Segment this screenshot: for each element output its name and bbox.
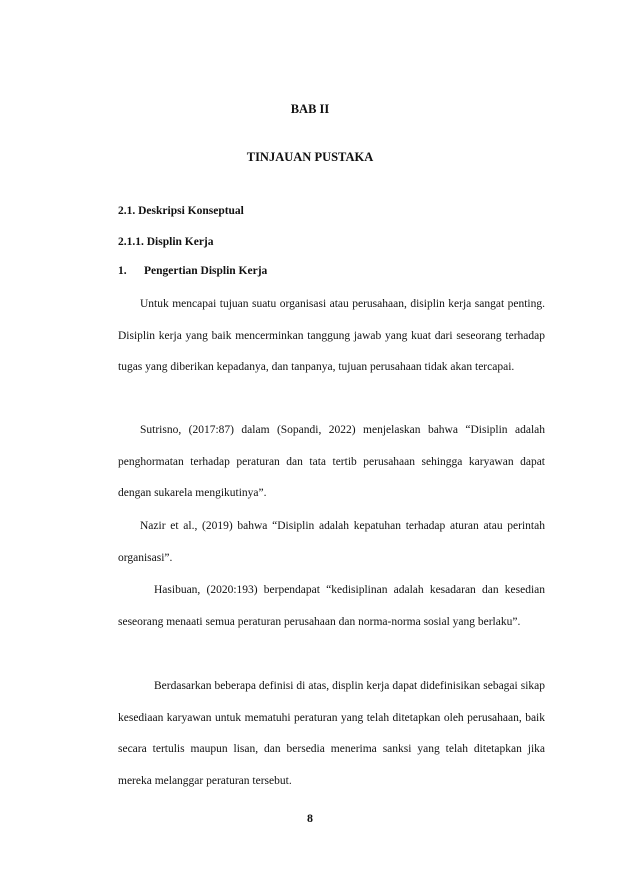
paragraph: Untuk mencapai tujuan suatu organisasi atau perusahaan, disiplin kerja sangat penting. Disiplin kerja yang baik mencerminkan tanggung jawab yang kuat dari seseorang terhadap tugas yang diberikan kepadanya, dan tanpanya, tujuan perusahaan tidak akan tercapai. [118,298,545,373]
section-heading: 2.1. Deskripsi Konseptual [118,205,244,217]
paragraph: Sutrisno, (2017:87) dalam (Sopandi, 2022) menjelaskan bahwa “Disiplin adalah penghormatan terhadap peraturan dan tata tertib perusahaan sehingga karyawan dapat dengan sukarela mengikutinya”. [118,424,545,499]
chapter-title: TINJAUAN PUSTAKA [246,150,374,164]
subsection-heading: 2.1.1. Displin Kerja [118,236,214,248]
paragraph: Nazir et al., (2019) bahwa “Disiplin adalah kepatuhan terhadap aturan atau perintah organisasi”. [118,520,545,564]
item-heading [118,265,267,277]
page-number: 8 [307,811,313,825]
paragraph: Berdasarkan beberapa definisi di atas, displin kerja dapat didefinisikan sebagai sikap kesediaan karyawan untuk mematuhi peraturan yang telah ditetapkan oleh perusahaan, baik secara tertulis maupun lisan, dan bersedia menerima sanksi yang telah ditetapkan jika mereka melanggar peraturan tersebut. [118,680,545,787]
item-number: 1. [118,265,127,277]
paragraph: Hasibuan, (2020:193) berpendapat “kedisiplinan adalah kesadaran dan kesedian seseorang menaati semua peraturan perusahaan dan norma-norma sosial yang berlaku”. [118,584,545,628]
item-title: Pengertian Displin Kerja [144,265,268,277]
chapter-heading: BAB II [290,102,330,116]
